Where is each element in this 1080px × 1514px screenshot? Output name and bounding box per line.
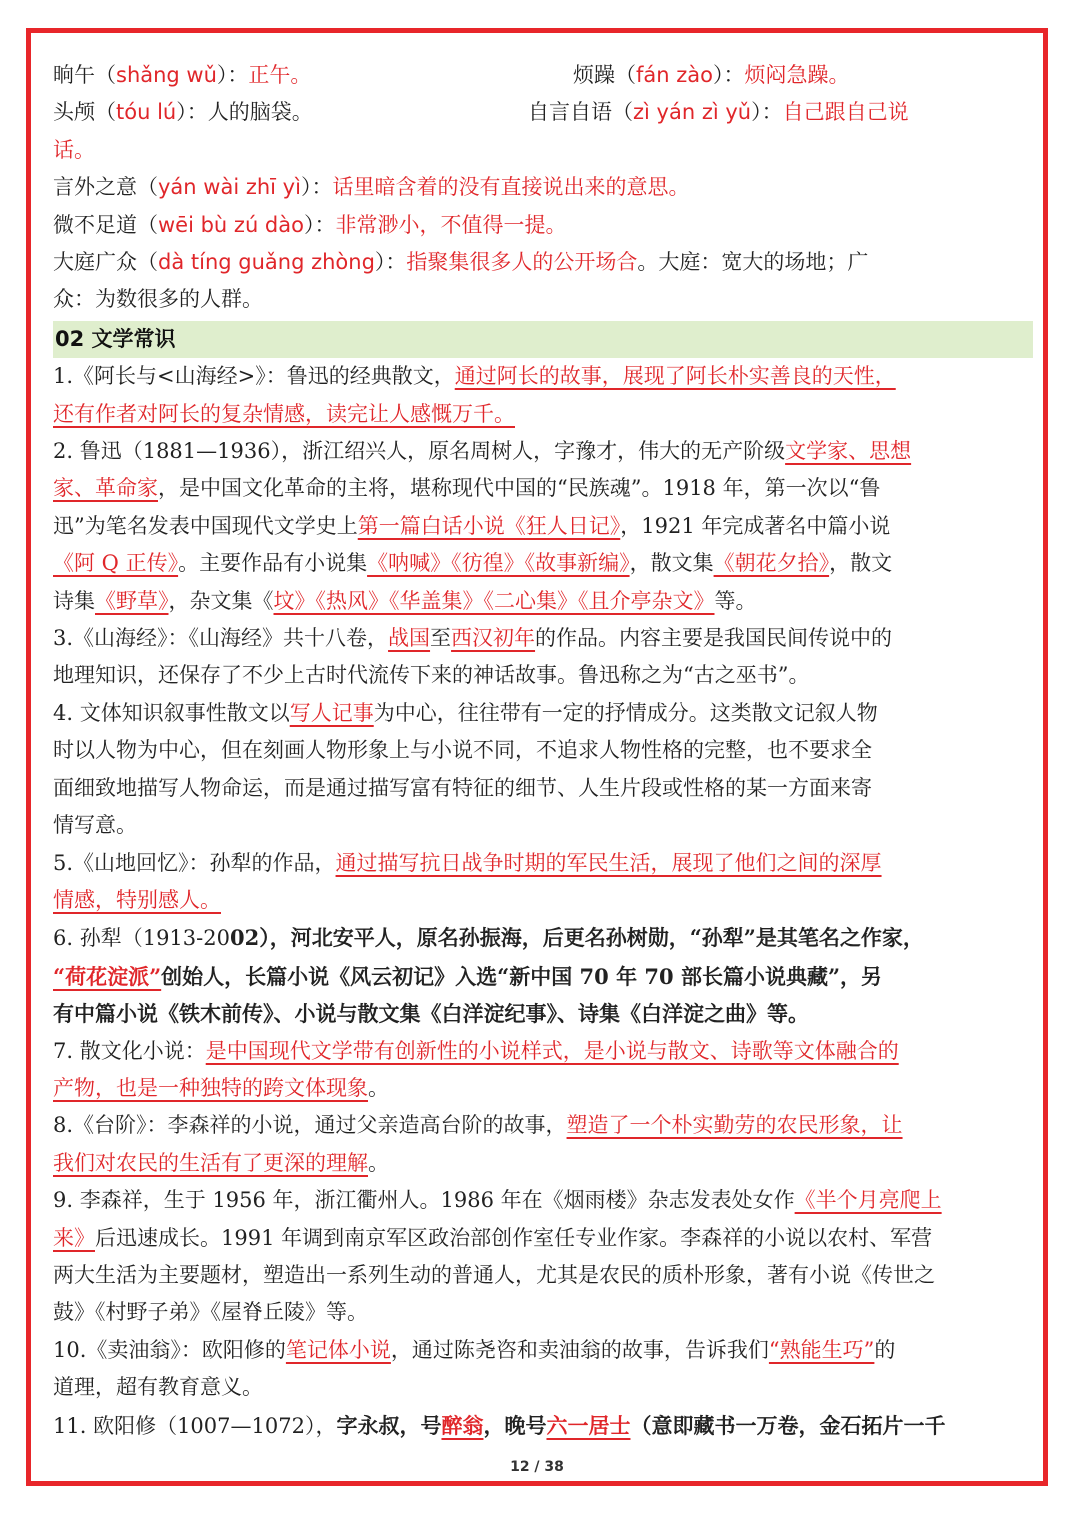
item-2-line-5: 诗集《野草》，杂文集《坟》《热风》《华盖集》《二心集》《且介亭杂文》等。 xyxy=(53,588,757,613)
item-8-line-2: 我们对农民的生活有了更深的理解。 xyxy=(53,1150,389,1175)
item-1-line-1: 1.《阿长与<山海经>》：鲁迅的经典散文，通过阿长的故事，展现了阿长朴实善良的天性， xyxy=(53,364,896,389)
item-2-line-3: 迅”为笔名发表中国现代文学史上第一篇白话小说《狂人日记》，1921 年完成著名中篇小说 xyxy=(53,513,891,538)
page-number: 12 / 38 xyxy=(510,1459,564,1475)
item-7-line-1: 7. 散文化小说：是中国现代文学带有创新性的小说样式，是小说与散文、诗歌等文体融合的 xyxy=(53,1038,899,1063)
item-9-line-1: 9. 李森祥，生于 1956 年，浙江衢州人。1986 年在《烟雨楼》杂志发表处女作《半个月亮爬上 xyxy=(53,1188,942,1213)
item-6-line-3: 有中篇小说《铁木前传》、小说与散文集《白洋淀纪事》、诗集《白洋淀之曲》等。 xyxy=(53,1001,809,1027)
vocab-shangwu: 晌午（shǎng wǔ）：正午。 xyxy=(53,63,312,87)
item-2-line-4: 《阿 Q 正传》。主要作品有小说集《呐喊》《彷徨》《故事新编》，散文集《朝花夕拾》，散文 xyxy=(53,551,893,576)
item-2-line-2: 家、革命家，是中国文化革命的主将，堪称现代中国的“民族魂”。1918 年，第一次以“鲁 xyxy=(53,476,881,501)
document-body xyxy=(53,57,1033,1445)
vocab-row-1 xyxy=(53,57,1033,94)
item-3-line-2: 地理知识，还保存了不少上古时代流传下来的神话故事。鲁迅称之为“古之巫书”。 xyxy=(53,663,810,688)
item-6-line-2: “荷花淀派”创始人，长篇小说《风云初记》入选“新中国 70 年 70 部长篇小说典藏”，另 xyxy=(53,963,883,989)
vocab-row-2 xyxy=(53,94,1033,131)
item-2-line-1: 2. 鲁迅（1881—1936），浙江绍兴人，原名周树人，字豫才，伟大的无产阶级文学家、思想 xyxy=(53,439,912,464)
item-11-line-1: 11. 欧阳修（1007—1072），字永叔，号醉翁，晚号六一居士（意即藏书一万卷，金石拓片一千 xyxy=(53,1412,946,1438)
item-9-line-2: 来》后迅速成长。1991 年调到南京军区政治部创作室任专业作家。李森祥的小说以农村、军营 xyxy=(53,1225,933,1250)
item-6-line-1: 6. 孙犁（1913-2002），河北安平人，原名孙振海，后更名孙树勋，“孙犁”是其笔名之作家， xyxy=(53,925,924,951)
item-4-line-1: 4. 文体知识叙事性散文以写人记事为中心，往往带有一定的抒情成分。这类散文记叙人物 xyxy=(53,700,878,725)
item-10-line-1: 10.《卖油翁》：欧阳修的笔记体小说，通过陈尧咨和卖油翁的故事，告诉我们“熟能生巧”的 xyxy=(53,1337,896,1362)
vocab-fanzao: 烦躁（fán zào）：烦闷急躁。 xyxy=(573,63,850,87)
item-5-line-1: 5.《山地回忆》：孙犁的作品，通过描写抗日战争时期的军民生活，展现了他们之间的深厚 xyxy=(53,850,882,875)
item-5-line-2: 情感，特别感人。 xyxy=(53,887,221,912)
vocab-yanwai: 言外之意（yán wài zhī yì）：话里暗含着的没有直接说出来的意思。 xyxy=(53,175,690,200)
vocab-dating-cont: 众：为数很多的人群。 xyxy=(53,287,263,312)
page-frame xyxy=(26,28,1048,1486)
item-3-line-1: 3.《山海经》：《山海经》共十八卷，战国至西汉初年的作品。内容主要是我国民间传说中的 xyxy=(53,626,893,651)
item-4-line-4: 情写意。 xyxy=(53,813,137,838)
item-7-line-2: 产物，也是一种独特的跨文体现象。 xyxy=(53,1075,389,1100)
vocab-dating: 大庭广众（dà tíng guǎng zhòng）：指聚集很多人的公开场合。大庭：宽大的场地；广 xyxy=(53,250,869,274)
item-1-line-2: 还有作者对阿长的复杂情感，读完让人感慨万千。 xyxy=(53,401,515,426)
item-4-line-2: 时以人物为中心，但在刻画人物形象上与小说不同，不追求人物性格的完整，也不要求全 xyxy=(53,738,872,763)
item-9-line-4: 鼓》《村野子弟》《屋脊丘陵》等。 xyxy=(53,1300,368,1325)
item-4-line-3: 面细致地描写人物命运，而是通过描写富有特征的细节、人生片段或性格的某一方面来寄 xyxy=(53,775,872,800)
vocab-ziyan: 自言自语（zì yán zì yǔ）：自己跟自己说 xyxy=(528,100,909,125)
vocab-ziyan-cont: 话。 xyxy=(53,137,95,162)
item-8-line-1: 8.《台阶》：李森祥的小说，通过父亲造高台阶的故事，塑造了一个朴实勤劳的农民形象，让 xyxy=(53,1113,903,1138)
vocab-toulu: 头颅（tóu lú）：人的脑袋。 xyxy=(53,100,313,125)
item-9-line-3: 两大生活为主要题材，塑造出一系列生动的普通人，尤其是农民的质朴形象，著有小说《传世之 xyxy=(53,1262,935,1287)
item-10-line-2: 道理，超有教育意义。 xyxy=(53,1375,263,1400)
vocab-weibu: 微不足道（wēi bù zú dào）：非常渺小，不值得一提。 xyxy=(53,212,567,237)
section-heading: 02 文学常识 xyxy=(53,321,1033,358)
